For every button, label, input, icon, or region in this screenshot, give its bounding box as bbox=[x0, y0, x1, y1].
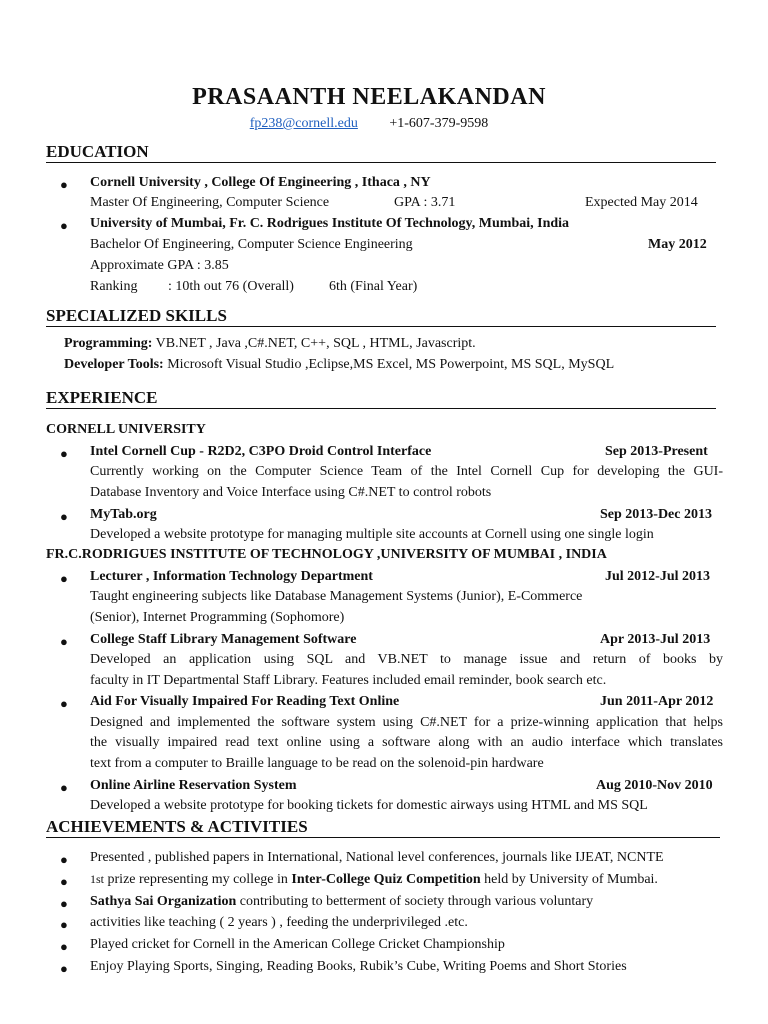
job1-title: Intel Cornell Cup - R2D2, C3PO Droid Control Interface bbox=[90, 444, 432, 459]
education-heading: EDUCATION bbox=[46, 143, 716, 163]
bullet-icon: ● bbox=[60, 780, 68, 795]
bullet-icon: ● bbox=[60, 218, 68, 233]
job4-desc2: faculty in IT Departmental Staff Library. Features included email reminder, book search etc. bbox=[90, 673, 607, 688]
job5-desc1: Designed and implemented the software system using C#.NET for a prize-winning application that helps bbox=[90, 715, 723, 730]
bullet-icon: ● bbox=[60, 509, 68, 524]
edu2-degree: Bachelor Of Engineering, Computer Science Engineering bbox=[90, 237, 413, 252]
quiz-text-a: prize representing my college in bbox=[104, 872, 292, 887]
achievement-hobbies: Enjoy Playing Sports, Singing, Reading Books, Rubik’s Cube, Writing Poems and Short Stories bbox=[90, 959, 627, 974]
job1-date: Sep 2013-Present bbox=[605, 444, 708, 459]
job6-desc1: Developed a website prototype for booking tickets for domestic airways using HTML and MS SQL bbox=[90, 798, 648, 813]
achievement-activities: activities like teaching ( 2 years ) , feeding the underprivileged .etc. bbox=[90, 915, 468, 930]
edu1-gpa: GPA : 3.71 bbox=[394, 195, 456, 210]
bullet-icon: ● bbox=[60, 874, 68, 889]
email-link[interactable]: fp238@cornell.edu bbox=[249, 116, 358, 131]
bullet-icon: ● bbox=[60, 634, 68, 649]
skills-tools bbox=[64, 357, 614, 373]
job4-date: Apr 2013-Jul 2013 bbox=[600, 632, 711, 647]
org-frcrit: FR.C.RODRIGUES INSTITUTE OF TECHNOLOGY ,UNIVERSITY OF MUMBAI , INDIA bbox=[46, 547, 607, 562]
bullet-icon: ● bbox=[60, 446, 68, 461]
edu1-date: Expected May 2014 bbox=[585, 195, 698, 210]
job1-desc2: Database Inventory and Voice Interface using C#.NET to control robots bbox=[90, 485, 492, 500]
sathya-sai-text: contributing to betterment of society through various voluntary bbox=[236, 894, 594, 909]
achievements-heading: ACHIEVEMENTS & ACTIVITIES bbox=[46, 818, 720, 838]
job2-title: MyTab.org bbox=[90, 507, 157, 522]
job3-date: Jul 2012-Jul 2013 bbox=[605, 569, 711, 584]
bullet-icon: ● bbox=[60, 896, 68, 911]
job6-title: Online Airline Reservation System bbox=[90, 778, 297, 793]
job2-desc1: Developed a website prototype for managing multiple site accounts at Cornell using one single login bbox=[90, 527, 654, 542]
bullet-icon: ● bbox=[60, 917, 68, 932]
bullet-icon: ● bbox=[60, 696, 68, 711]
job3-desc2: (Senior), Internet Programming (Sophomore) bbox=[90, 610, 345, 625]
quiz-competition: Inter-College Quiz Competition bbox=[291, 872, 481, 887]
candidate-name: PRASAANTH NEELAKANDAN bbox=[192, 84, 546, 110]
sathya-sai-org: Sathya Sai Organization bbox=[90, 894, 237, 909]
tools-label: Developer Tools: bbox=[64, 357, 164, 372]
tools-list: Microsoft Visual Studio ,Eclipse,MS Excel, MS Powerpoint, MS SQL, MySQL bbox=[163, 357, 615, 372]
edu2-ranking-label: Ranking bbox=[90, 279, 138, 294]
job5-title: Aid For Visually Impaired For Reading Text Online bbox=[90, 694, 400, 709]
edu2-ranking-overall: : 10th out 76 (Overall) bbox=[168, 279, 294, 294]
skills-programming bbox=[64, 336, 476, 352]
job3-desc1: Taught engineering subjects like Database Management Systems (Junior), E-Commerce bbox=[90, 589, 583, 604]
edu1-degree: Master Of Engineering, Computer Science bbox=[90, 195, 330, 210]
job6-date: Aug 2010-Nov 2010 bbox=[596, 778, 713, 793]
achievement-papers: Presented , published papers in International, National level conferences, journals like IJEAT, NCNTE bbox=[90, 850, 664, 865]
achievement-quiz bbox=[90, 872, 658, 888]
bullet-icon: ● bbox=[60, 939, 68, 954]
edu2-ranking-final: 6th (Final Year) bbox=[329, 279, 418, 294]
achievement-cricket: Played cricket for Cornell in the American College Cricket Championship bbox=[90, 937, 505, 952]
job3-title: Lecturer , Information Technology Department bbox=[90, 569, 373, 584]
edu2-date: May 2012 bbox=[648, 237, 707, 252]
job5-desc2: the visually impaired read text online using a software along with an audio interface which translates bbox=[90, 735, 723, 750]
job2-date: Sep 2013-Dec 2013 bbox=[600, 507, 712, 522]
edu2-school: University of Mumbai, Fr. C. Rodrigues Institute Of Technology, Mumbai, India bbox=[90, 216, 570, 231]
bullet-icon: ● bbox=[60, 571, 68, 586]
contact-line bbox=[0, 116, 738, 132]
job1-desc1: Currently working on the Computer Science Team of the Intel Cornell Cup for developing the GUI- bbox=[90, 464, 723, 479]
skills-heading: SPECIALIZED SKILLS bbox=[46, 307, 716, 327]
bullet-icon: ● bbox=[60, 852, 68, 867]
programming-label: Programming: bbox=[64, 336, 153, 351]
org-cornell: CORNELL UNIVERSITY bbox=[46, 422, 206, 437]
edu1-school: Cornell University , College Of Engineering , Ithaca , NY bbox=[90, 175, 431, 190]
bullet-icon: ● bbox=[60, 177, 68, 192]
quiz-text-c: held by University of Mumbai. bbox=[480, 872, 658, 887]
job4-title: College Staff Library Management Software bbox=[90, 632, 357, 647]
job4-desc1: Developed an application using SQL and VB.NET to manage issue and return of books by bbox=[90, 652, 723, 667]
ordinal-text: 1st bbox=[90, 872, 105, 886]
phone-number: +1-607-379-9598 bbox=[389, 116, 489, 131]
experience-heading: EXPERIENCE bbox=[46, 389, 716, 409]
job5-date: Jun 2011-Apr 2012 bbox=[600, 694, 714, 709]
bullet-icon: ● bbox=[60, 961, 68, 976]
job5-desc3: text from a computer to Braille language to be read on the solenoid-pin hardware bbox=[90, 756, 544, 771]
achievement-sathya-sai bbox=[90, 894, 593, 910]
programming-list: VB.NET , Java ,C#.NET, C++, SQL , HTML, Javascript. bbox=[152, 336, 476, 351]
edu2-gpa: Approximate GPA : 3.85 bbox=[90, 258, 229, 273]
